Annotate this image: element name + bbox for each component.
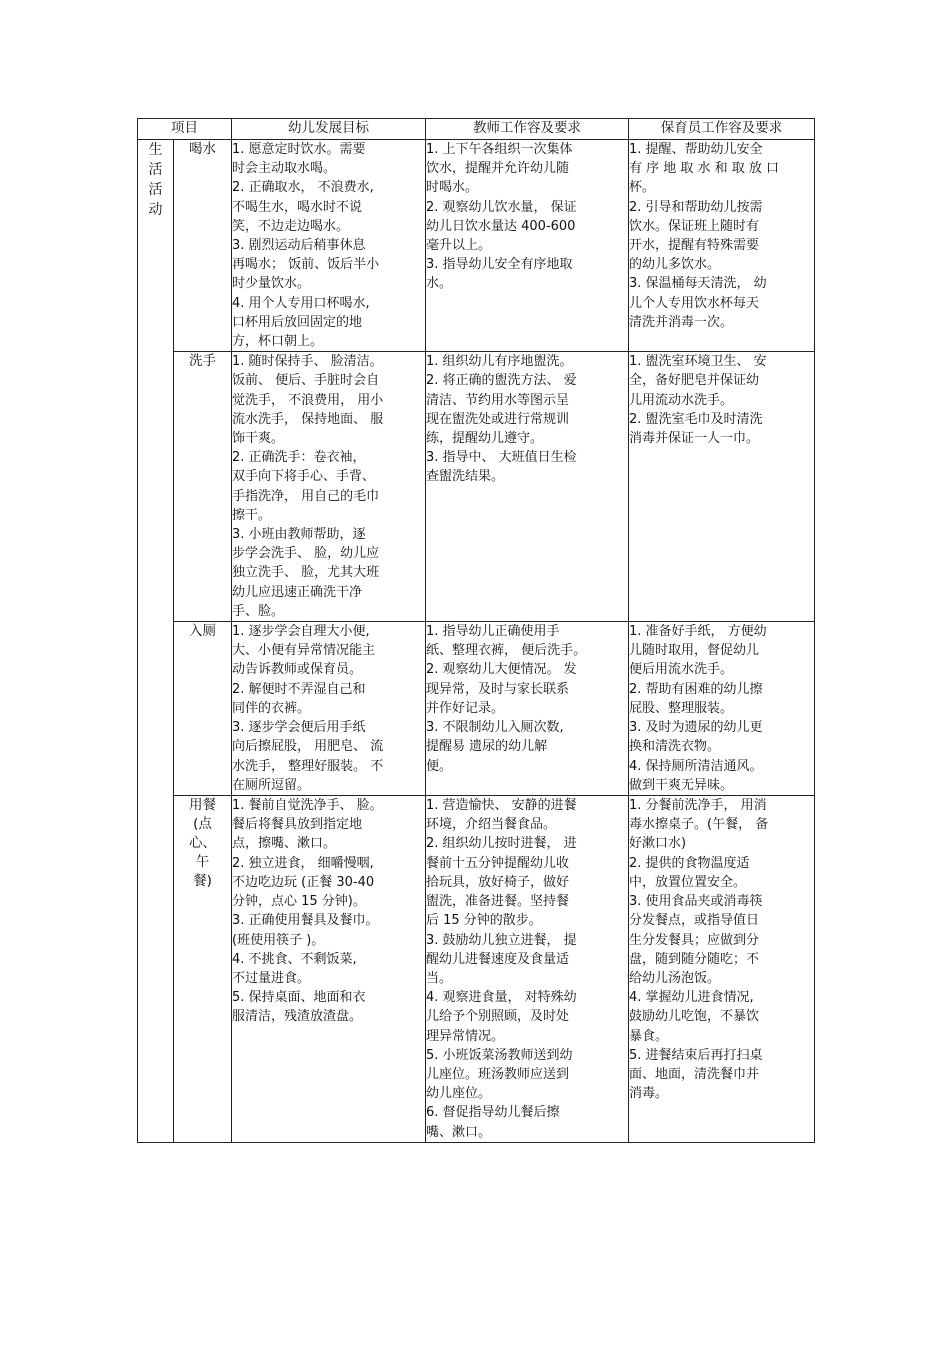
row-label-drinking: 喝水 [174,140,232,352]
teacher-req-drinking: 1. 上下午各组织一次集体 饮水，提醒并允许幼儿随 时喝水。 2. 观察幼儿饮水量， 保证 幼儿日饮水量达 400-600 毫升以上。 3. 指导幼儿安全有序地取 水。 [426,140,629,352]
table-row-meals [138,796,815,1143]
teacher-req-toilet: 1. 指导幼儿正确使用手 纸、整理衣裤， 便后洗手。 2. 观察幼儿大便情况。 发 现异常，及时与家长联系 并作好记录。 3. 不限制幼儿入厕次数, 提醒易 遗尿的幼儿解 便。 [426,622,629,796]
table-row-handwashing [138,352,815,622]
teacher-req-meals: 1. 营造愉快、 安静的进餐 环境，介绍当餐食品。 2. 组织幼儿按时进餐， 进 餐前十五分钟提醒幼儿收 拾玩具，放好椅子，做好 盥洗，准备进餐。坚持餐 后 15 分钟的散步。 3. 鼓励幼儿独立进餐， 提 醒幼儿进餐速度及食量适 当。 4. 观察进食量， 对特殊幼 儿给予个别照顾，及时处 理异常情况。 5. 小班饭菜汤教师送到幼 儿座位。班汤教师应送到 幼儿座位。 6. 督促指导幼儿餐后擦 嘴、漱口。 [426,796,629,1143]
teacher-req-handwashing: 1. 组织幼儿有序地盥洗。 2. 将正确的盥洗方法、 爱 清洁、节约用水等图示呈 现在盥洗处或进行常规训 练，提醒幼儿遵守。 3. 指导中、 大班值日生检 查盥洗结果。 [426,352,629,622]
header-row [138,119,815,140]
header-nurse-requirements: 保育员工作容及要求 [629,119,815,140]
child-goals-handwashing: 1. 随时保持手、 脸清洁。 饭前、 便后、手脏时会自 觉洗手， 不浪费用， 用小 流水洗手， 保持地面、 服 饰干爽。 2. 正确洗手：卷衣袖， 双手向下将手心、手背、 手指洗净， 用自己的毛巾 擦干。 3. 小班由教师帮助，逐 步学会洗手、 脸，幼儿应 独立洗手、 脸，尤其大班 幼儿应迅速正确洗干净 手、脸。 [232,352,426,622]
header-item: 项目 [138,119,232,140]
nurse-req-toilet: 1. 准备好手纸， 方便幼 儿随时取用，督促幼儿 便后用流水洗手。 2. 帮助有困难的幼儿擦 屁股、整理服装。 3. 及时为遗尿的幼儿更 换和清洗衣物。 4. 保持厕所清洁通风。 做到干爽无异味。 [629,622,815,796]
row-label-handwashing: 洗手 [174,352,232,622]
child-goals-meals: 1. 餐前自觉洗净手、 脸。 餐后将餐具放到指定地 点，擦嘴、漱口。 2. 独立进食， 细嚼慢咽, 不边吃边玩 (正餐 30-40 分钟，点心 15 分钟)。 3. 正确使用餐具及餐巾。 (班使用筷子 )。 4. 不挑食、不剩饭菜, 不过量进食。 5. 保持桌面、地面和衣 服清洁，残渣放渣盘。 [232,796,426,1143]
header-teacher-requirements: 教师工作容及要求 [426,119,629,140]
child-goals-toilet: 1. 逐步学会自理大小便, 大、小便有异常情况能主 动告诉教师或保育员。 2. 解便时不弄湿自己和 同伴的衣裤。 3. 逐步学会便后用手纸 向后擦屁股， 用肥皂、 流 水洗手， 整理好服装。 不 在厕所逗留。 [232,622,426,796]
header-child-goals: 幼儿发展目标 [232,119,426,140]
nurse-req-handwashing: 1. 盥洗室环境卫生、 安 全，备好肥皂并保证幼 儿用流动水洗手。 2. 盥洗室毛巾及时清洗 消毒并保证一人一巾。 [629,352,815,622]
row-label-toilet: 入厕 [174,622,232,796]
row-label-meals: 用餐 (点 心、 午 餐) [174,796,232,1143]
category-life-activities [138,140,174,1143]
nurse-req-drinking: 1. 提醒、帮助幼儿安全 有 序 地 取 水 和 取 放 口 杯。 2. 引导和帮助幼儿按需 饮水。保证班上随时有 开水，提醒有特殊需要 的幼儿多饮水。 3. 保温桶每天清洗， 幼 儿个人专用饮水杯每天 清洗并消毒一次。 [629,140,815,352]
child-goals-drinking: 1. 愿意定时饮水。需要 时会主动取水喝。 2. 正确取水， 不浪费水, 不喝生水，喝水时不说 笑，不边走边喝水。 3. 剧烈运动后稍事休息 再喝水； 饭前、饭后半小 时少量饮水。 4. 用个人专用口杯喝水, 口杯用后放回固定的地 方，杯口朝上。 [232,140,426,352]
table-row-toilet [138,622,815,796]
care-requirements-table [137,118,815,1143]
category-label: 生活活动 [148,142,163,218]
table-row-drinking [138,140,815,352]
nurse-req-meals: 1. 分餐前洗净手， 用消 毒水擦桌子。(午餐， 备 好漱口水) 2. 提供的食物温度适 中，放置位置安全。 3. 使用食品夹或消毒筷 分发餐点，或指导值日 生分发餐具；应做到分 盘，随到随分随吃；不 给幼儿汤泡饭。 4. 掌握幼儿进食情况, 鼓励幼儿吃饱，不暴饮 暴食。 5. 进餐结束后再打扫桌 面、地面，清洗餐巾并 消毒。 [629,796,815,1143]
